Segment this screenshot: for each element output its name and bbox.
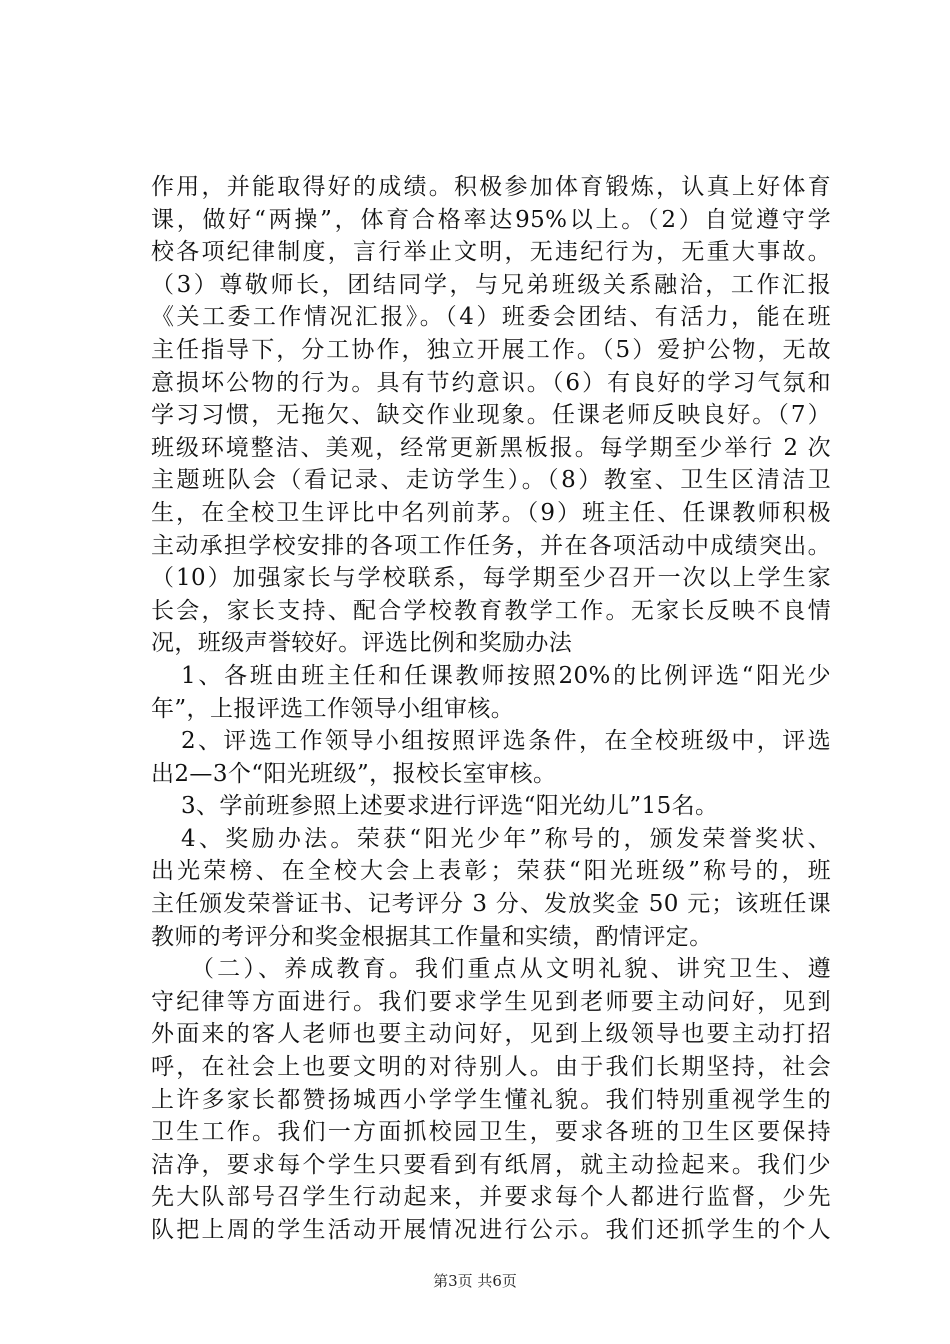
text-line: 1、各班由班主任和任课教师按照20%的比例评选“阳光少 bbox=[181, 662, 831, 689]
text-line: 3、学前班参照上述要求进行评选“阳光幼儿”15名。 bbox=[181, 793, 719, 820]
text-line: 况，班级声誉较好。评选比例和奖励办法 bbox=[151, 630, 573, 657]
text-line: 主动承担学校安排的各项工作任务，并在各项活动中成绩突出。 bbox=[151, 532, 831, 559]
text-line: 出光荣榜、在全校大会上表彰；荣获“阳光班级”称号的，班 bbox=[151, 858, 831, 885]
text-line: 作用，并能取得好的成绩。积极参加体育锻炼，认真上好体育 bbox=[151, 174, 831, 200]
text-line: （3）尊敬师长，团结同学，与兄弟班级关系融洽，工作汇报 bbox=[151, 271, 831, 298]
text-line: 守纪律等方面进行。我们要求学生见到老师要主动问好，见到 bbox=[151, 988, 831, 1015]
text-line: 先大队部号召学生行动起来，并要求每个人都进行监督，少先 bbox=[151, 1184, 831, 1211]
text-line: 教师的考评分和奖金根据其工作量和实绩，酌情评定。 bbox=[151, 923, 713, 950]
text-line: 主题班队会（看记录、走访学生）。（8）教室、卫生区清洁卫 bbox=[151, 467, 831, 494]
text-line: 校各项纪律制度，言行举止文明，无违纪行为，无重大事故。 bbox=[151, 239, 831, 266]
text-line: 《关工委工作情况汇报》。（4）班委会团结、有活力，能在班 bbox=[151, 304, 831, 331]
text-line: 班级环境整洁、美观，经常更新黑板报。每学期至少举行 2 次 bbox=[151, 434, 831, 461]
text-line: 学习习惯，无拖欠、缺交作业现象。任课老师反映良好。（7） bbox=[151, 402, 831, 429]
page-number: 第3页 共6页 bbox=[433, 1272, 517, 1290]
text-line: 2、评选工作领导小组按照评选条件，在全校班级中，评选 bbox=[181, 728, 831, 755]
text-line: （10）加强家长与学校联系，每学期至少召开一次以上学生家 bbox=[151, 565, 831, 592]
body-text bbox=[151, 171, 831, 1247]
text-line: 年”，上报评选工作领导小组审核。 bbox=[151, 695, 515, 722]
text-line: 主任颁发荣誉证书、记考评分 3 分、发放奖金 50 元；该班任课 bbox=[151, 891, 831, 918]
text-line: 长会，家长支持、配合学校教育教学工作。无家长反映不良情 bbox=[151, 597, 831, 624]
text-line: 队把上周的学生活动开展情况进行公示。我们还抓学生的个人 bbox=[151, 1217, 831, 1243]
text-line: 4、奖励办法。荣获“阳光少年”称号的，颁发荣誉奖状、 bbox=[181, 825, 831, 852]
text-line: 意损坏公物的行为。具有节约意识。（6）有良好的学习气氛和 bbox=[151, 369, 831, 396]
text-line: 生，在全校卫生评比中名列前茅。（9）班主任、任课教师积极 bbox=[151, 499, 831, 526]
text-line: 洁净，要求每个学生只要看到有纸屑，就主动捡起来。我们少 bbox=[151, 1151, 831, 1178]
text-line: （二）、养成教育。我们重点从文明礼貌、讲究卫生、遵 bbox=[191, 956, 831, 983]
text-line: 上许多家长都赞扬城西小学学生懂礼貌。我们特别重视学生的 bbox=[151, 1086, 831, 1113]
text-line: 课，做好“两操”，体育合格率达95%以上。（2）自觉遵守学 bbox=[151, 206, 831, 233]
text-line: 主任指导下，分工协作，独立开展工作。（5）爱护公物，无故 bbox=[151, 336, 831, 363]
text-line: 卫生工作。我们一方面抓校园卫生，要求各班的卫生区要保持 bbox=[151, 1119, 831, 1146]
text-line: 外面来的客人老师也要主动问好，见到上级领导也要主动打招 bbox=[151, 1021, 831, 1048]
text-line: 呼，在社会上也要文明的对待别人。由于我们长期坚持，社会 bbox=[151, 1054, 831, 1081]
text-line: 出2—3个“阳光班级”，报校长室审核。 bbox=[151, 760, 557, 787]
